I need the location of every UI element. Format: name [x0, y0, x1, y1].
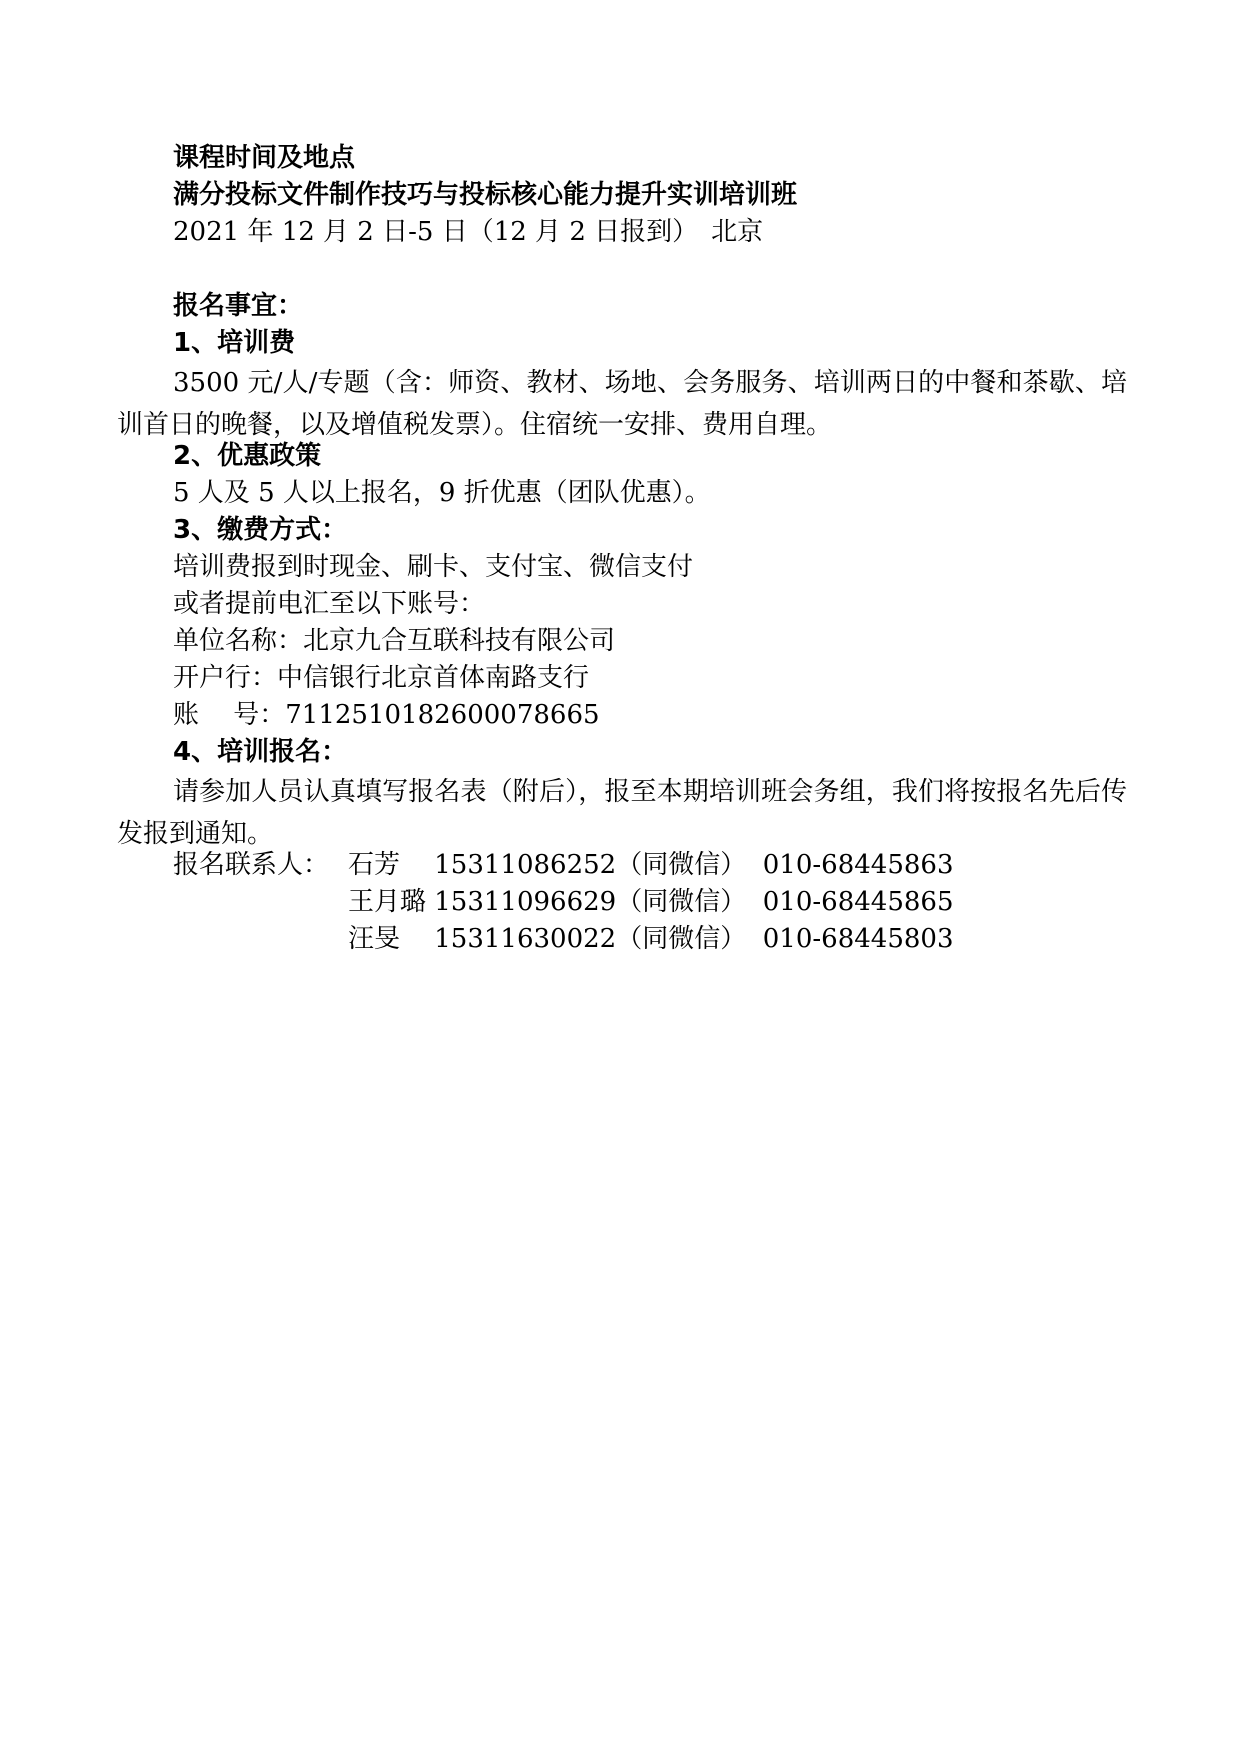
discount-heading: 2、优惠政策 [173, 441, 322, 471]
contact-line: 王月璐 15311096629（同微信） 010-68445865 [348, 887, 954, 917]
contact-line: 石芳 15311086252（同微信） 010-68445863 [348, 850, 954, 880]
registration-heading: 报名事宜： [173, 291, 304, 321]
company-name: 单位名称：北京九合互联科技有限公司 [173, 626, 616, 656]
section-title: 课程时间及地点 [173, 143, 356, 173]
signup-text: 请参加人员认真填写报名表（附后），报至本期培训班会务组，我们将按报名先后传发报到通知。 [117, 777, 1127, 849]
wire-transfer-note: 或者提前电汇至以下账号： [173, 589, 486, 619]
contact-line: 汪旻 15311630022（同微信） 010-68445803 [348, 924, 954, 954]
payment-heading: 3、缴费方式： [173, 515, 348, 545]
fee-heading: 1、培训费 [173, 328, 296, 358]
discount-text: 5 人及 5 人以上报名，9 折优惠（团队优惠）。 [173, 478, 711, 508]
course-name: 满分投标文件制作技巧与投标核心能力提升实训培训班 [173, 180, 798, 210]
fee-text: 3500 元/人/专题（含：师资、教材、场地、会务服务、培训两日的中餐和茶歇、培训首日的晚餐，以及增值税发票）。住宿统一安排、费用自理。 [117, 368, 1127, 440]
signup-heading: 4、培训报名： [173, 737, 348, 767]
contacts-label: 报名联系人： [173, 850, 330, 880]
schedule-line: 2021 年 12 月 2 日-5 日（12 月 2 日报到） 北京 [173, 217, 764, 247]
account-number: 账 号：7112510182600078665 [173, 700, 600, 730]
payment-methods: 培训费报到时现金、刷卡、支付宝、微信支付 [173, 552, 694, 582]
bank-name: 开户行：中信银行北京首体南路支行 [173, 663, 590, 693]
